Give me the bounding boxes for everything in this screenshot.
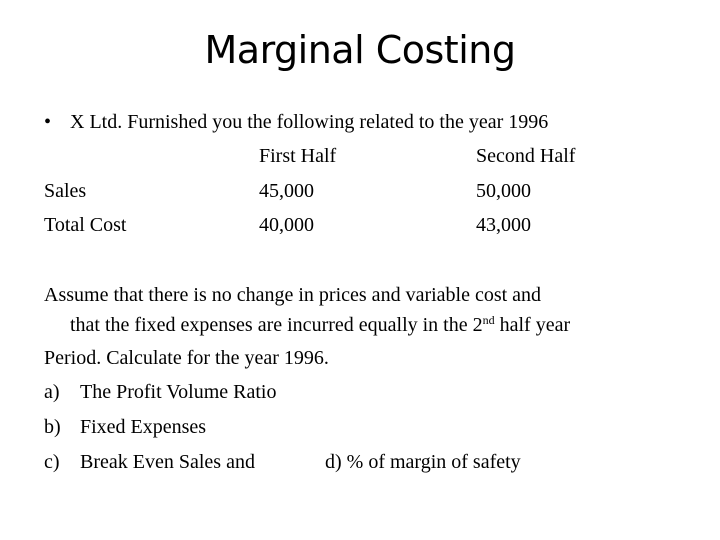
question-marker: a) [44, 381, 60, 403]
assumption-line-2-tail: half year [494, 314, 571, 336]
table-row-label: Total Cost [44, 214, 127, 236]
superscript-ordinal: nd [482, 313, 495, 327]
table-cell-second-half: 50,000 [476, 180, 531, 202]
question-marker: b) [44, 416, 61, 438]
question-marker: c) [44, 451, 60, 473]
question-text-extra: d) % of margin of safety [325, 451, 521, 473]
table-row-label: Sales [44, 180, 87, 202]
question-text: Fixed Expenses [80, 416, 207, 438]
table-header-second-half: Second Half [476, 145, 576, 167]
assumption-line-2 [70, 313, 570, 339]
table-cell-first-half: 45,000 [259, 180, 314, 202]
table-cell-first-half: 40,000 [259, 214, 314, 236]
assumption-line-2-text: that the fixed expenses are incurred equally in the 2 [70, 314, 483, 336]
intro-text: X Ltd. Furnished you the following related to the year 1996 [70, 111, 549, 133]
assumption-line-3: Period. Calculate for the year 1996. [44, 347, 329, 369]
assumption-line-1: Assume that there is no change in prices and variable cost and [44, 284, 542, 306]
table-cell-second-half: 43,000 [476, 214, 531, 236]
table-header-first-half: First Half [259, 145, 337, 167]
question-text: Break Even Sales and [80, 451, 255, 473]
bullet-icon: • [44, 111, 52, 133]
question-text: The Profit Volume Ratio [80, 381, 277, 403]
slide-title: Marginal Costing [204, 28, 516, 72]
